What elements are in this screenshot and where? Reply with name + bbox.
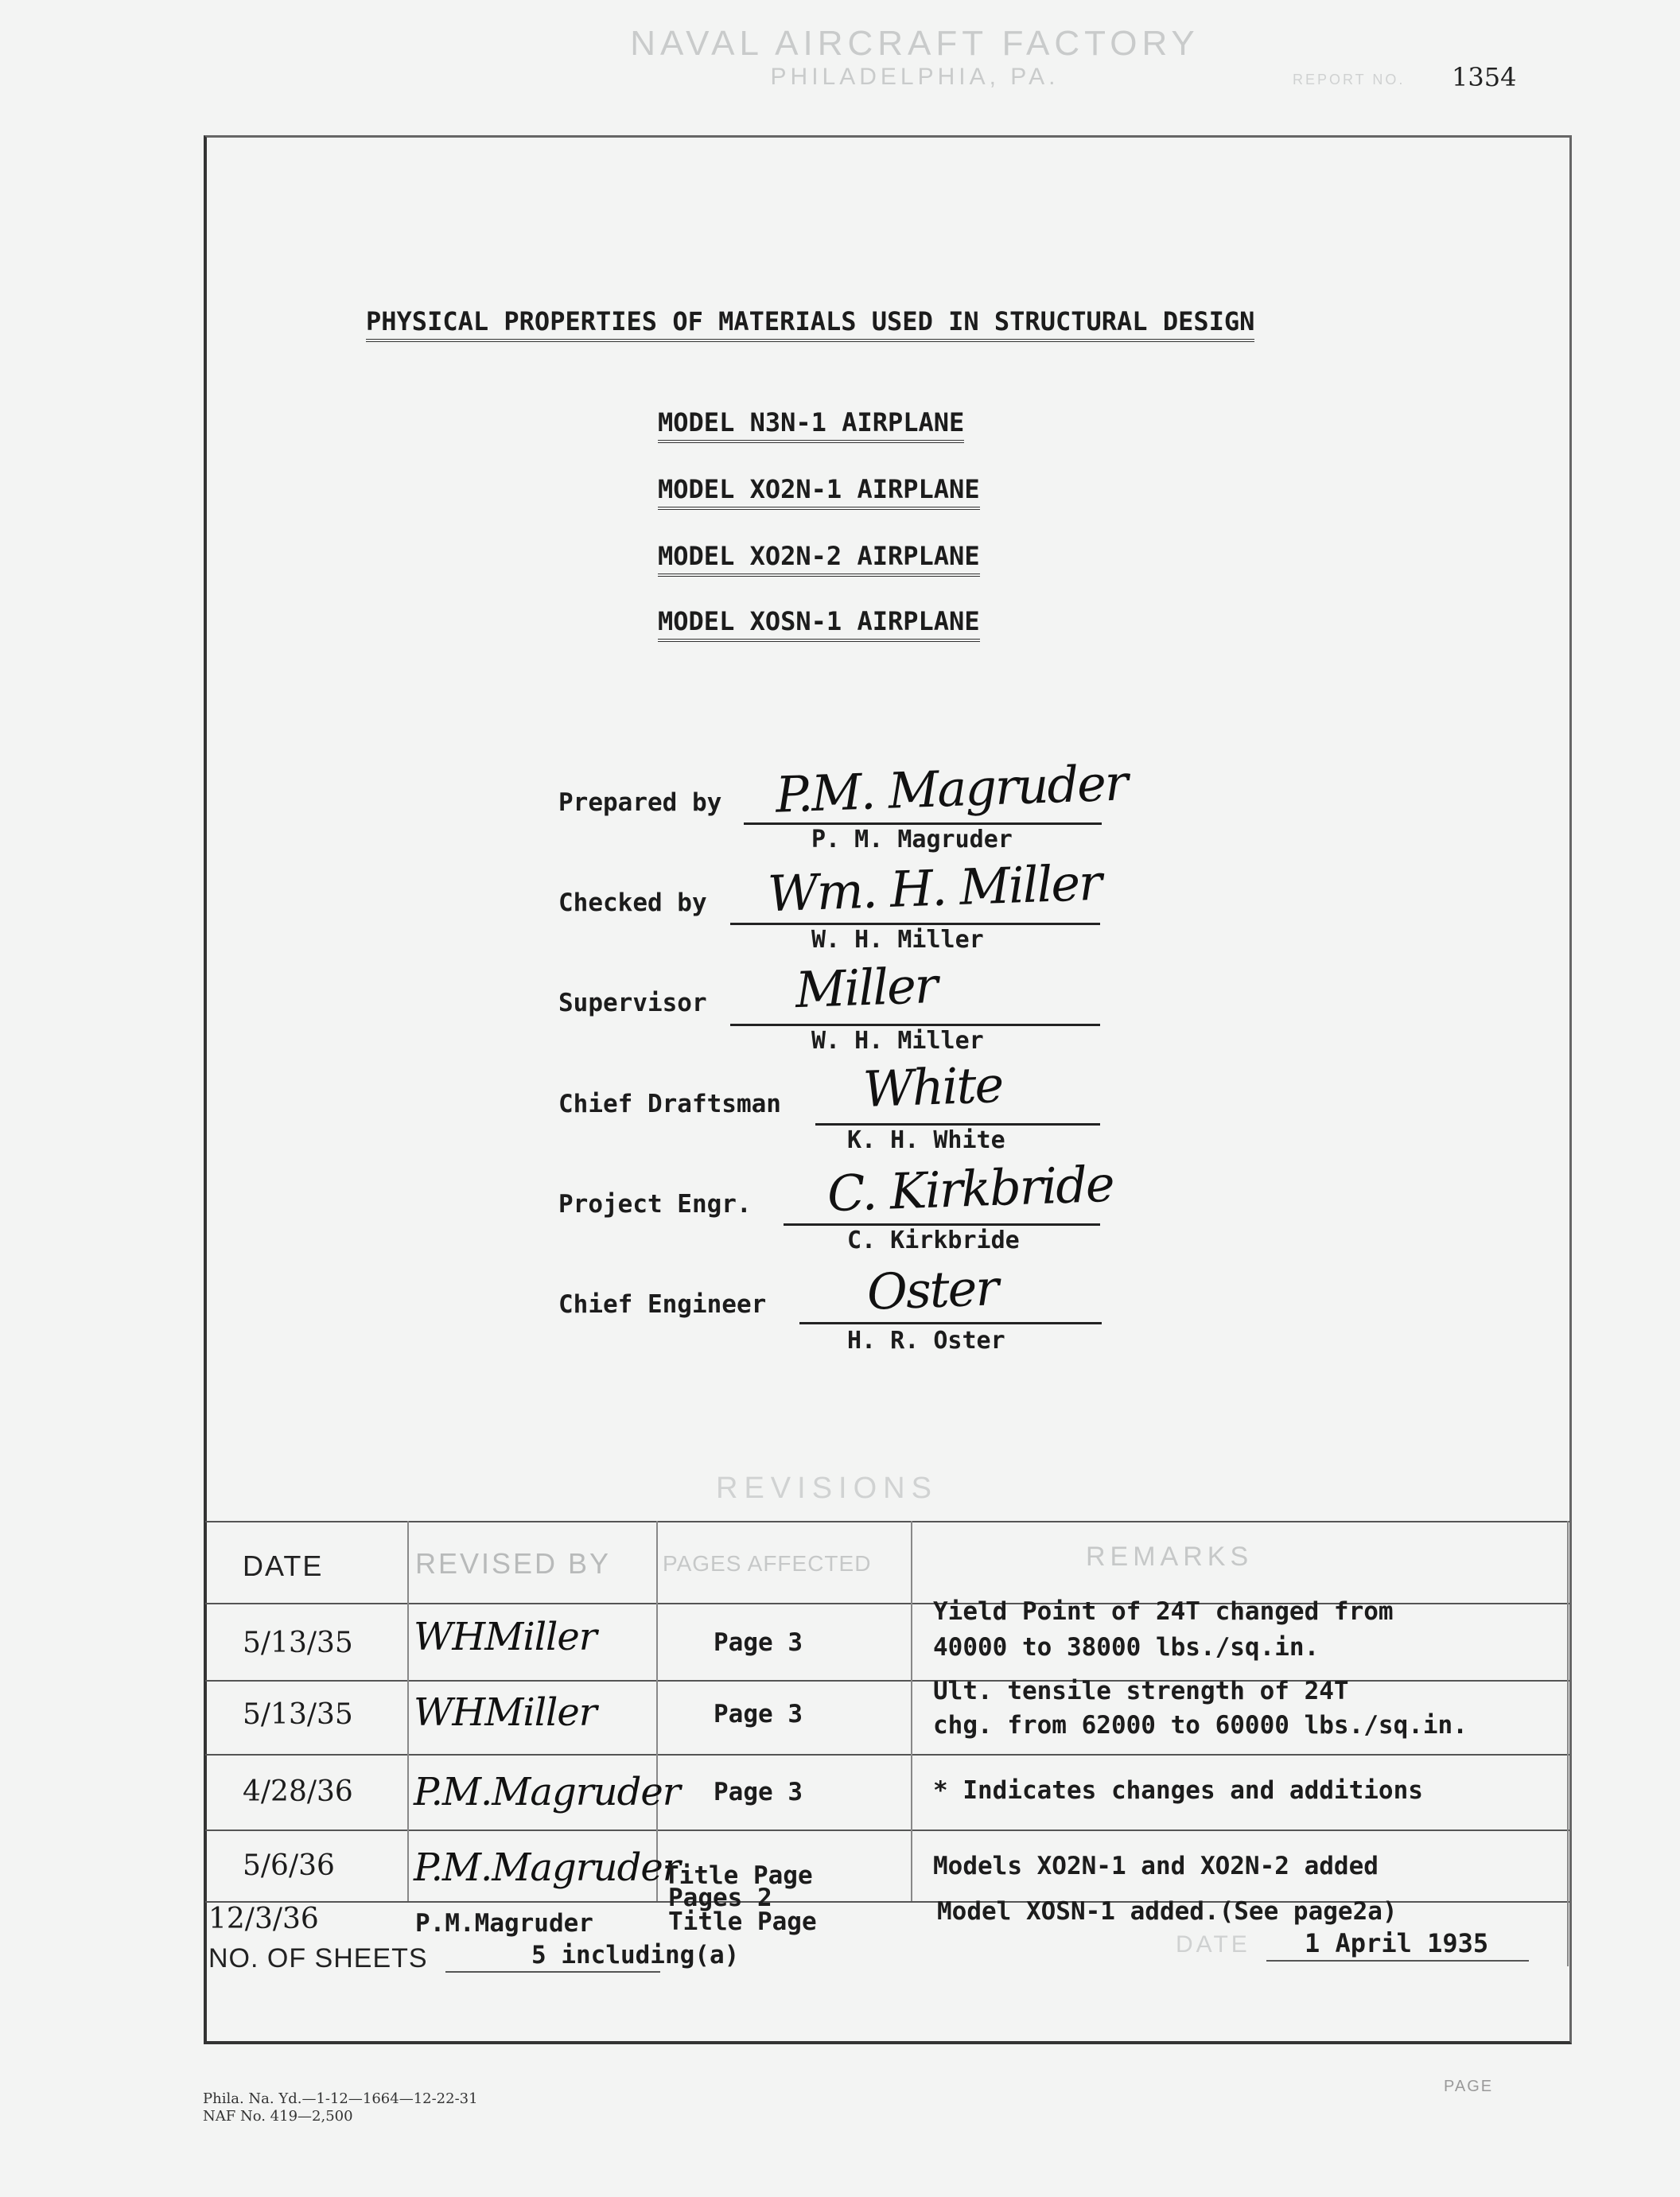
model-name: MODEL XOSN-1 AIRPLANE (658, 606, 980, 642)
document-date-label: DATE (1176, 1931, 1250, 1958)
document-date-value: 1 April 1935 (1305, 1928, 1489, 1958)
supervisor-label: Supervisor (558, 989, 707, 1017)
model-name: MODEL N3N-1 AIRPLANE (658, 407, 964, 443)
report-number-label: REPORT NO. (1293, 72, 1406, 87)
model-line-3 (658, 541, 980, 577)
date-underline (1266, 1960, 1529, 1962)
revision-pages-secondary: Pages 2 (668, 1884, 772, 1912)
org-name: NAVAL AIRCRAFT FACTORY (630, 24, 1200, 63)
prepared-by-line (744, 822, 1102, 825)
revision-date: 5/6/36 (243, 1849, 335, 1882)
org-location: PHILADELPHIA, PA. (770, 64, 1060, 90)
table-rule (205, 1754, 1569, 1756)
chief-engineer-line (799, 1322, 1102, 1324)
chief-draftsman-label: Chief Draftsman (558, 1090, 781, 1118)
revision-date: 4/28/36 (243, 1775, 353, 1808)
number-of-sheets-value: 5 including(a) (531, 1941, 740, 1970)
project-engineer-signature: C. Kirkbride (826, 1154, 1114, 1223)
revision-remark: 40000 to 38000 lbs./sq.in. (933, 1633, 1320, 1662)
chief-draftsman-line (815, 1123, 1100, 1126)
table-rule (205, 1830, 1569, 1831)
checked-by-label: Checked by (558, 889, 707, 917)
prepared-by-signature: P.M. Magruder (774, 753, 1128, 824)
project-engineer-name: C. Kirkbride (847, 1227, 1020, 1254)
supervisor-name: W. H. Miller (811, 1027, 984, 1055)
revision-remark: chg. from 62000 to 60000 lbs./sq.in. (933, 1711, 1468, 1740)
revision-signature: P.M.Magruder (414, 1770, 680, 1814)
revision-signature: P.M.Magruder (415, 1909, 593, 1938)
revision-pages: Title Page (664, 1861, 813, 1890)
revision-pages: Page 3 (714, 1628, 803, 1657)
table-column-divider (1567, 1521, 1569, 1966)
revision-date: 5/13/35 (243, 1698, 353, 1731)
supervisor-line (730, 1024, 1100, 1026)
model-line-4 (658, 606, 980, 642)
prepared-by-name: P. M. Magruder (811, 826, 1013, 854)
page-label: PAGE (1444, 2078, 1494, 2095)
sheets-underline (445, 1971, 660, 1973)
footer-form-number: Phila. Na. Yd.—1-12—1664—12-22-31 (203, 2090, 478, 2107)
chief-draftsman-signature: White (861, 1055, 1004, 1119)
chief-draftsman-name: K. H. White (847, 1126, 1005, 1154)
table-rule-top (205, 1521, 1569, 1522)
model-line-1 (658, 407, 964, 443)
document-title-wrap (366, 306, 1254, 342)
revision-pages: Page 3 (714, 1778, 803, 1806)
project-engineer-label: Project Engr. (558, 1190, 752, 1219)
column-header-date: DATE (243, 1550, 324, 1582)
model-name: MODEL XO2N-2 AIRPLANE (658, 541, 980, 577)
revision-signature: P.M.Magruder (414, 1845, 680, 1890)
revisions-title: REVISIONS (716, 1472, 938, 1505)
revision-date: 5/13/35 (243, 1627, 353, 1659)
number-of-sheets-label: NO. OF SHEETS (208, 1943, 428, 1973)
revision-signature: WHMiller (414, 1615, 597, 1659)
checked-by-signature: Wm. H. Miller (766, 853, 1102, 924)
document-title: PHYSICAL PROPERTIES OF MATERIALS USED IN STRUCTURAL DESIGN (366, 306, 1254, 342)
column-header-pages-affected: PAGES AFFECTED (663, 1551, 872, 1576)
table-column-divider (407, 1521, 409, 1901)
table-rule (205, 1680, 1569, 1682)
revision-remark: Ult. tensile strength of 24T (933, 1677, 1349, 1705)
revision-date: 12/3/36 (208, 1903, 319, 1935)
prepared-by-label: Prepared by (558, 788, 722, 817)
revision-signature: WHMiller (414, 1690, 597, 1735)
revision-remark: Yield Point of 24T changed from (933, 1597, 1394, 1626)
footer-naf-number: NAF No. 419—2,500 (203, 2108, 353, 2125)
revision-remark: Model XOSN-1 added.(See page2a) (937, 1897, 1398, 1926)
checked-by-name: W. H. Miller (811, 926, 984, 954)
table-column-divider (656, 1521, 658, 1901)
supervisor-signature: Miller (794, 955, 938, 1020)
revision-pages: Title Page (668, 1907, 817, 1936)
model-name: MODEL XO2N-1 AIRPLANE (658, 474, 980, 510)
model-line-2 (658, 474, 980, 510)
revision-pages: Page 3 (714, 1700, 803, 1728)
report-number: 1354 (1452, 62, 1517, 92)
column-header-revised-by: REVISED BY (415, 1547, 612, 1580)
chief-engineer-label: Chief Engineer (558, 1290, 767, 1319)
chief-engineer-signature: Oster (865, 1258, 999, 1321)
chief-engineer-name: H. R. Oster (847, 1327, 1005, 1355)
revision-remark: Models XO2N-1 and XO2N-2 added (933, 1852, 1379, 1880)
project-engineer-line (784, 1223, 1100, 1226)
revision-remark: * Indicates changes and additions (933, 1776, 1423, 1805)
column-header-remarks: REMARKS (1086, 1542, 1254, 1572)
checked-by-line (730, 923, 1100, 925)
table-column-divider (911, 1521, 912, 1901)
